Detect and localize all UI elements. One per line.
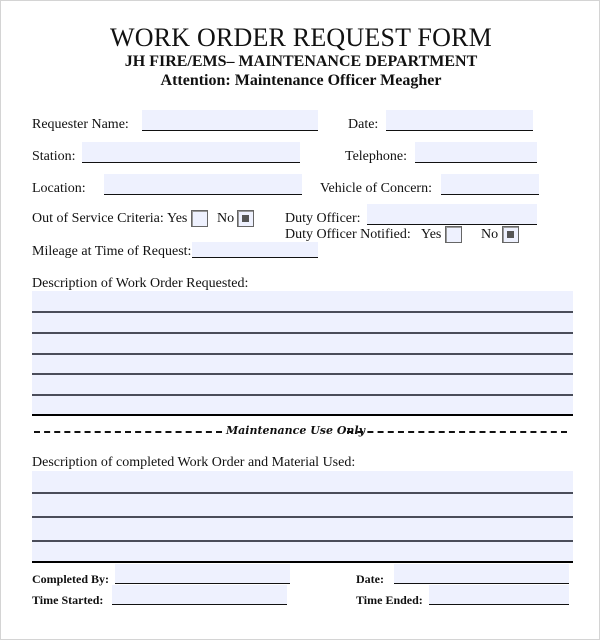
divider-left: [34, 431, 222, 433]
line-rule: [32, 516, 573, 518]
line-rule: [32, 311, 573, 313]
vehicle-of-concern-field[interactable]: [441, 174, 539, 195]
duty-officer-notified-label: Duty Officer Notified:: [285, 227, 411, 242]
duty-officer-notified-yes-label: Yes: [421, 227, 442, 242]
out-of-service-label: Out of Service Criteria:: [32, 211, 164, 226]
department-subtitle: JH FIRE/EMS– MAINTENANCE DEPARTMENT: [124, 53, 478, 70]
time-ended-label: Time Ended:: [356, 593, 423, 607]
line-rule: [32, 414, 573, 416]
station-label: Station:: [32, 149, 76, 164]
time-ended-field[interactable]: [429, 585, 569, 605]
mileage-field[interactable]: [192, 242, 318, 258]
out-of-service-yes-checkbox[interactable]: [191, 210, 208, 227]
description-requested-label: Description of Work Order Requested:: [32, 276, 249, 291]
form-title: WORK ORDER REQUEST FORM: [110, 23, 492, 52]
mileage-label: Mileage at Time of Request:: [32, 244, 192, 259]
duty-officer-field[interactable]: [367, 204, 537, 225]
line-rule: [32, 353, 573, 355]
station-field[interactable]: [82, 142, 300, 163]
vehicle-of-concern-label: Vehicle of Concern:: [320, 181, 432, 196]
checked-mark-icon: [507, 231, 514, 238]
checked-mark-icon: [242, 215, 249, 222]
completed-by-field[interactable]: [115, 564, 290, 584]
duty-officer-label: Duty Officer:: [285, 211, 361, 226]
telephone-label: Telephone:: [345, 149, 407, 164]
requester-name-label: Requester Name:: [32, 117, 129, 132]
line-rule: [32, 561, 573, 563]
out-of-service-no-label: No: [217, 211, 235, 226]
out-of-service-no-checkbox[interactable]: [237, 210, 254, 227]
line-rule: [32, 492, 573, 494]
divider-right: [347, 431, 567, 433]
time-started-label: Time Started:: [32, 593, 104, 607]
line-rule: [32, 332, 573, 334]
time-started-field[interactable]: [112, 585, 287, 605]
location-field[interactable]: [104, 174, 302, 195]
description-requested-textarea[interactable]: [32, 291, 573, 416]
duty-officer-notified-no-label: No: [481, 227, 499, 242]
description-completed-textarea[interactable]: [32, 471, 573, 563]
requester-name-field[interactable]: [142, 110, 318, 131]
attention-line: Attention: Maintenance Officer Meagher: [160, 72, 442, 89]
duty-officer-notified-yes-checkbox[interactable]: [445, 226, 462, 243]
out-of-service-yes-label: Yes: [167, 211, 188, 226]
duty-officer-notified-no-checkbox[interactable]: [502, 226, 519, 243]
completed-by-label: Completed By:: [32, 572, 109, 586]
maintenance-date-field[interactable]: [394, 564, 569, 584]
line-rule: [32, 394, 573, 396]
line-rule: [32, 373, 573, 375]
maintenance-use-only-label: Maintenance Use Only: [226, 424, 365, 437]
location-label: Location:: [32, 181, 86, 196]
date-field[interactable]: [386, 110, 533, 131]
description-completed-label: Description of completed Work Order and Material Used:: [32, 455, 356, 470]
telephone-field[interactable]: [415, 142, 537, 163]
date-label: Date:: [348, 117, 379, 132]
maintenance-date-label: Date:: [356, 572, 384, 586]
line-rule: [32, 540, 573, 542]
